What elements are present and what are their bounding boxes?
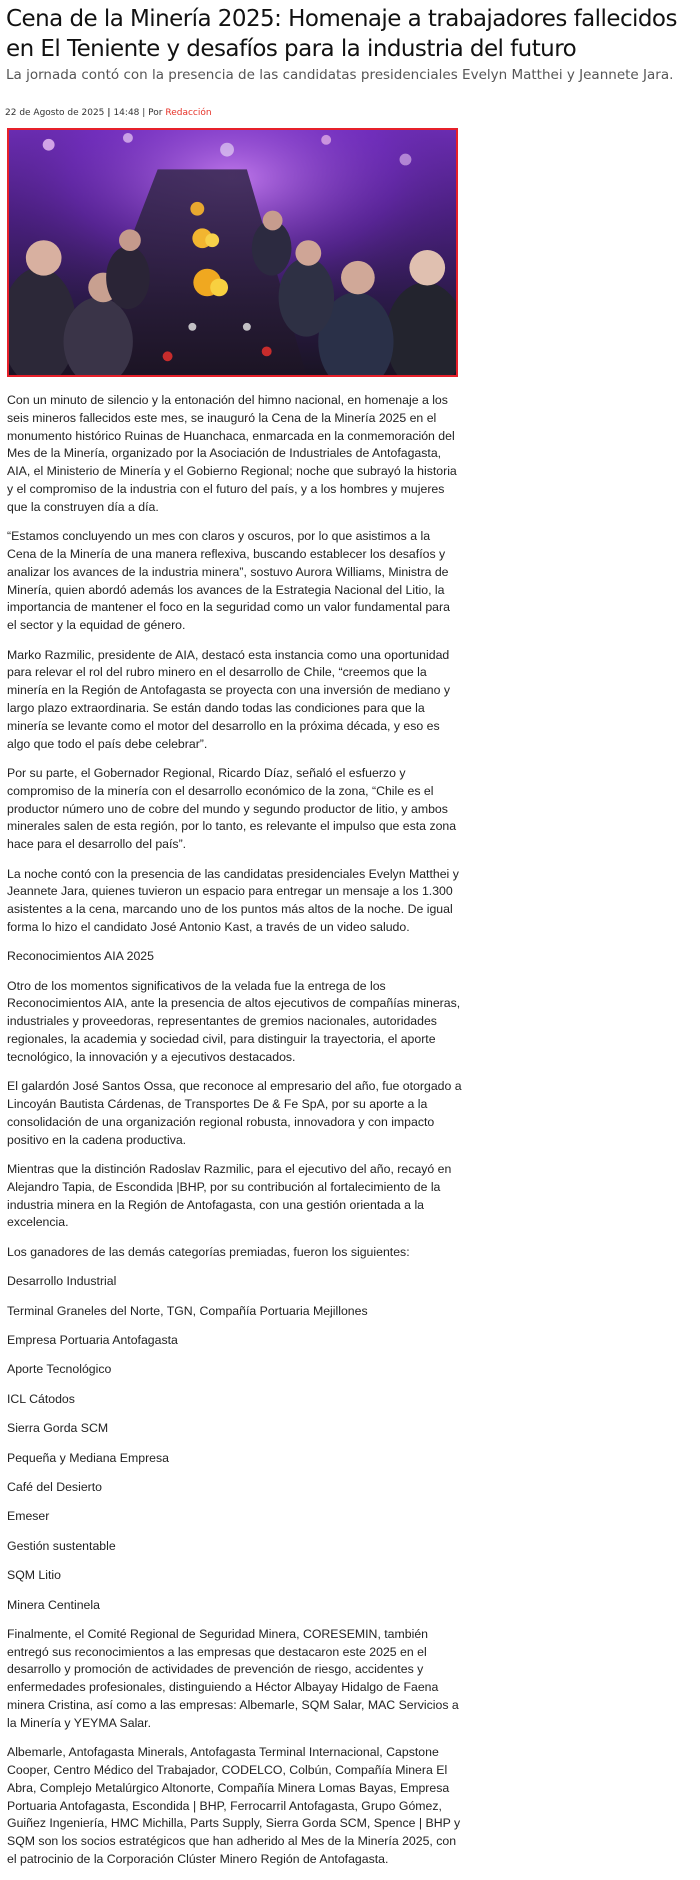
paragraph: La noche contó con la presencia de las candidatas presidenciales Evelyn Matthei y Jeannete Jara, quienes tuvieron un espacio para entregar un mensaje a los 1.300 asistentes a la cena, marcando uno de los puntos más altos de la noche. De igual forma lo hizo el candidato José Antonio Kast, a través de un video saludo.	[7, 866, 459, 934]
winner: Emeser	[7, 1509, 50, 1524]
publish-date: 22 de Agosto de 2025	[5, 108, 105, 118]
meta-separator: |	[107, 108, 111, 118]
publish-time: 14:48	[113, 108, 140, 118]
article-title: Cena de la Minería 2025: Homenaje a trabajadores fallecidos en El Teniente y desafíos para la industria del futuro	[6, 6, 677, 62]
section-heading: Reconocimientos AIA 2025	[7, 949, 154, 964]
category-title: Aporte Tecnológico	[7, 1362, 112, 1377]
paragraph: Por su parte, el Gobernador Regional, Ricardo Díaz, señaló el esfuerzo y compromiso de la minería con el desarrollo económico de la zona, “Chile es el productor número uno de cobre del mundo y segundo productor de litio, y ambos minerales salen de esta región, por lo tanto, es relevante el impulso que esta zona hace para el desarrollo del país”.	[7, 765, 457, 852]
winner: Minera Centinela	[7, 1597, 100, 1612]
winner: Sierra Gorda SCM	[7, 1421, 109, 1436]
winner: ICL Cátodos	[7, 1391, 75, 1406]
article-meta	[5, 107, 212, 119]
category-title: Pequeña y Mediana Empresa	[7, 1450, 170, 1465]
winner: Empresa Portuaria Antofagasta	[7, 1332, 178, 1347]
event-photo	[7, 128, 458, 377]
author-link[interactable]: Redacción	[165, 108, 212, 118]
winner: Café del Desierto	[7, 1479, 103, 1494]
article-subtitle: La jornada contó con la presencia de las candidatas presidenciales Evelyn Matthei y Jeannete Jara.	[6, 67, 674, 83]
byline-prefix: | Por	[142, 108, 163, 118]
paragraph: Albemarle, Antofagasta Minerals, Antofagasta Terminal Internacional, Capstone Cooper, Centro Médico del Trabajador, CODELCO, Colbún, Compañía Minera El Abra, Complejo Metalúrgico Altonorte, Compañía Minera Lomas Bayas, Empresa Portuaria Antofagasta, Escondida | BHP, Ferrocarril Antofagasta, Grupo Gómez, Guiñez Ingeniería, HMC Michilla, Parts Supply, Sierra Gorda SCM, Spence | BHP y SQM son los socios estratégicos que han adherido al Mes de la Minería 2025, con el patrocinio de la Corporación Clúster Minero Región de Antofagasta.	[7, 1745, 461, 1867]
event-photo-icon	[9, 130, 456, 375]
article-body	[7, 392, 462, 1880]
paragraph: Marko Razmilic, presidente de AIA, destacó esta instancia como una oportunidad para relevar el rol del rubro minero en el desarrollo de Chile, “creemos que la minería en la Región de Antofagasta se proyecta con una inversión de mediano y largo plazo extraordinaria. Se están dando todas las condiciones para que la minería se levante como el motor del desarrollo en la próxima década, y eso es algo que todo el país debe celebrar”.	[7, 647, 450, 751]
paragraph: Con un minuto de silencio y la entonación del himno nacional, en homenaje a los seis mineros fallecidos este mes, se inauguró la Cena de la Minería 2025 en el monumento histórico Ruinas de Huanchaca, enmarcada en la conmemoración del Mes de la Minería, organizado por la Asociación de Industriales de Antofagasta, AIA, el Ministerio de Minería y el Gobierno Regional; noche que subrayó la historia y el compromiso de la industria con el futuro del país, y a los hombres y mujeres que la construyen día a día.	[7, 393, 457, 514]
paragraph: “Estamos concluyendo un mes con claros y oscuros, por lo que asistimos a la Cena de la Minería de una manera reflexiva, buscando establecer los desafíos y analizar los avances de la industria minera”, sostuvo Aurora Williams, Ministra de Minería, quien abordó además los avances de la Estrategia Nacional del Litio, la importancia de mantener el foco en la seguridad como un valor fundamental para el sector y la equidad de género.	[7, 529, 450, 633]
paragraph: El galardón José Santos Ossa, que reconoce al empresario del año, fue otorgado a Lincoyán Bautista Cárdenas, de Transportes De & Fe SpA, por su aporte a la consolidación de una organización regional robusta, innovadora y con impacto positivo en la cadena productiva.	[7, 1079, 462, 1147]
paragraph: Otro de los momentos significativos de la velada fue la entrega de los Reconocimientos AIA, ante la presencia de altos ejecutivos de compañías mineras, industriales y proveedoras, representantes de gremios nacionales, autoridades regionales, la academia y sociedad civil, para distinguir la trayectoria, el aporte tecnológico, la innovación y a ejecutivos destacados.	[7, 978, 461, 1064]
paragraph: Finalmente, el Comité Regional de Seguridad Minera, CORESEMIN, también entregó sus reconocimientos a las empresas que destacaron este 2025 en el desarrollo y promoción de actividades de prevención de riesgo, accidentes y enfermedades profesionales, distinguiendo a Héctor Albayay Hidalgo de Faena minera Cristina, así como a las empresas: Albemarle, SQM Salar, MAC Servicios a la Minería y YEYMA Salar.	[7, 1626, 459, 1730]
category-title: Desarrollo Industrial	[7, 1274, 117, 1289]
winner: SQM Litio	[7, 1568, 61, 1583]
category-title: Gestión sustentable	[7, 1538, 116, 1553]
paragraph: Los ganadores de las demás categorías premiadas, fueron los siguientes:	[7, 1244, 410, 1259]
paragraph: Mientras que la distinción Radoslav Razmilic, para el ejecutivo del año, recayó en Alejandro Tapia, de Escondida |BHP, por su contribución al fortalecimiento de la industria minera en la Región de Antofagasta, con una gestión orientada a la excelencia.	[7, 1162, 452, 1230]
winner: Terminal Graneles del Norte, TGN, Compañía Portuaria Mejillones	[7, 1303, 368, 1318]
